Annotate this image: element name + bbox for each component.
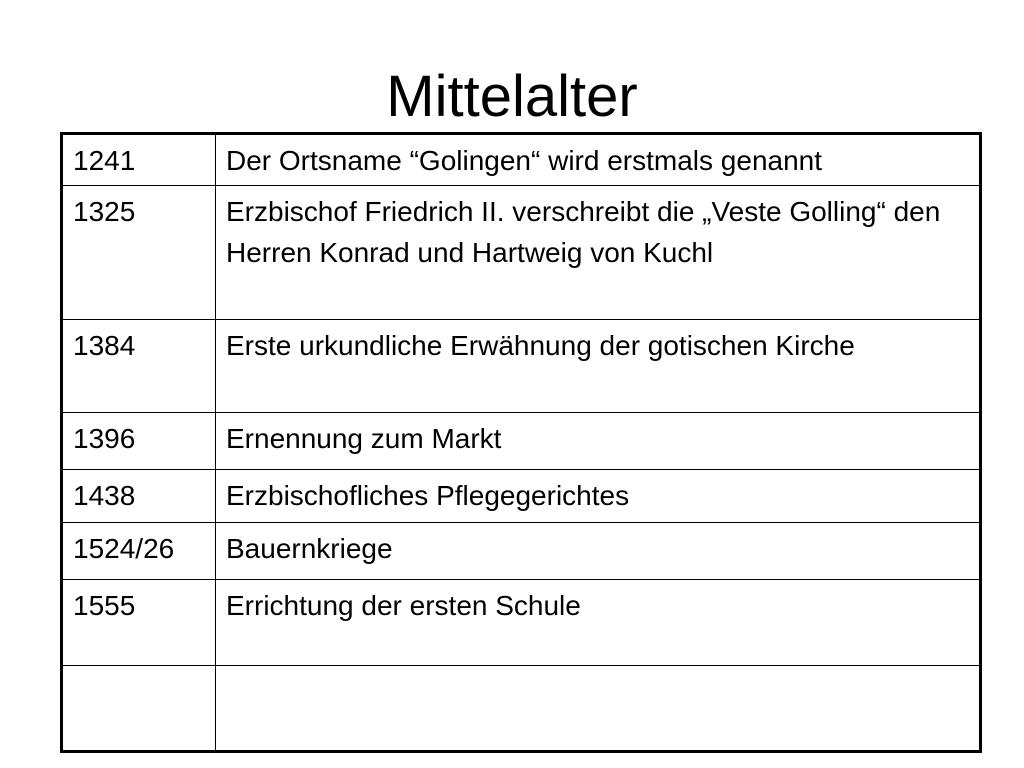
year-cell: 1555 — [62, 580, 216, 666]
slide-title: Mittelalter — [386, 64, 638, 129]
year-cell: 1438 — [62, 470, 216, 523]
table-row — [62, 523, 981, 580]
year-cell: 1524/26 — [62, 523, 216, 580]
table-row — [62, 580, 981, 666]
event-cell: Erste urkundliche Erwähnung der gotischen Kirche — [216, 320, 981, 413]
table-row — [62, 186, 981, 320]
table-row — [62, 134, 981, 186]
table-row — [62, 470, 981, 523]
event-cell: Erzbischofliches Pflegegerichtes — [216, 470, 981, 523]
event-cell — [216, 666, 981, 752]
year-cell: 1325 — [62, 186, 216, 320]
year-cell: 1241 — [62, 134, 216, 186]
table-row — [62, 320, 981, 413]
table-row — [62, 666, 981, 752]
event-cell: Erzbischof Friedrich II. verschreibt die „Veste Golling“ den Herren Konrad und Hartweig von Kuchl — [216, 186, 981, 320]
year-cell: 1396 — [62, 413, 216, 470]
year-cell: 1384 — [62, 320, 216, 413]
event-cell: Errichtung der ersten Schule — [216, 580, 981, 666]
year-cell — [62, 666, 216, 752]
event-cell: Ernennung zum Markt — [216, 413, 981, 470]
event-cell: Der Ortsname “Golingen“ wird erstmals genannt — [216, 134, 981, 186]
event-cell: Bauernkriege — [216, 523, 981, 580]
timeline-table — [60, 132, 982, 753]
table-row — [62, 413, 981, 470]
